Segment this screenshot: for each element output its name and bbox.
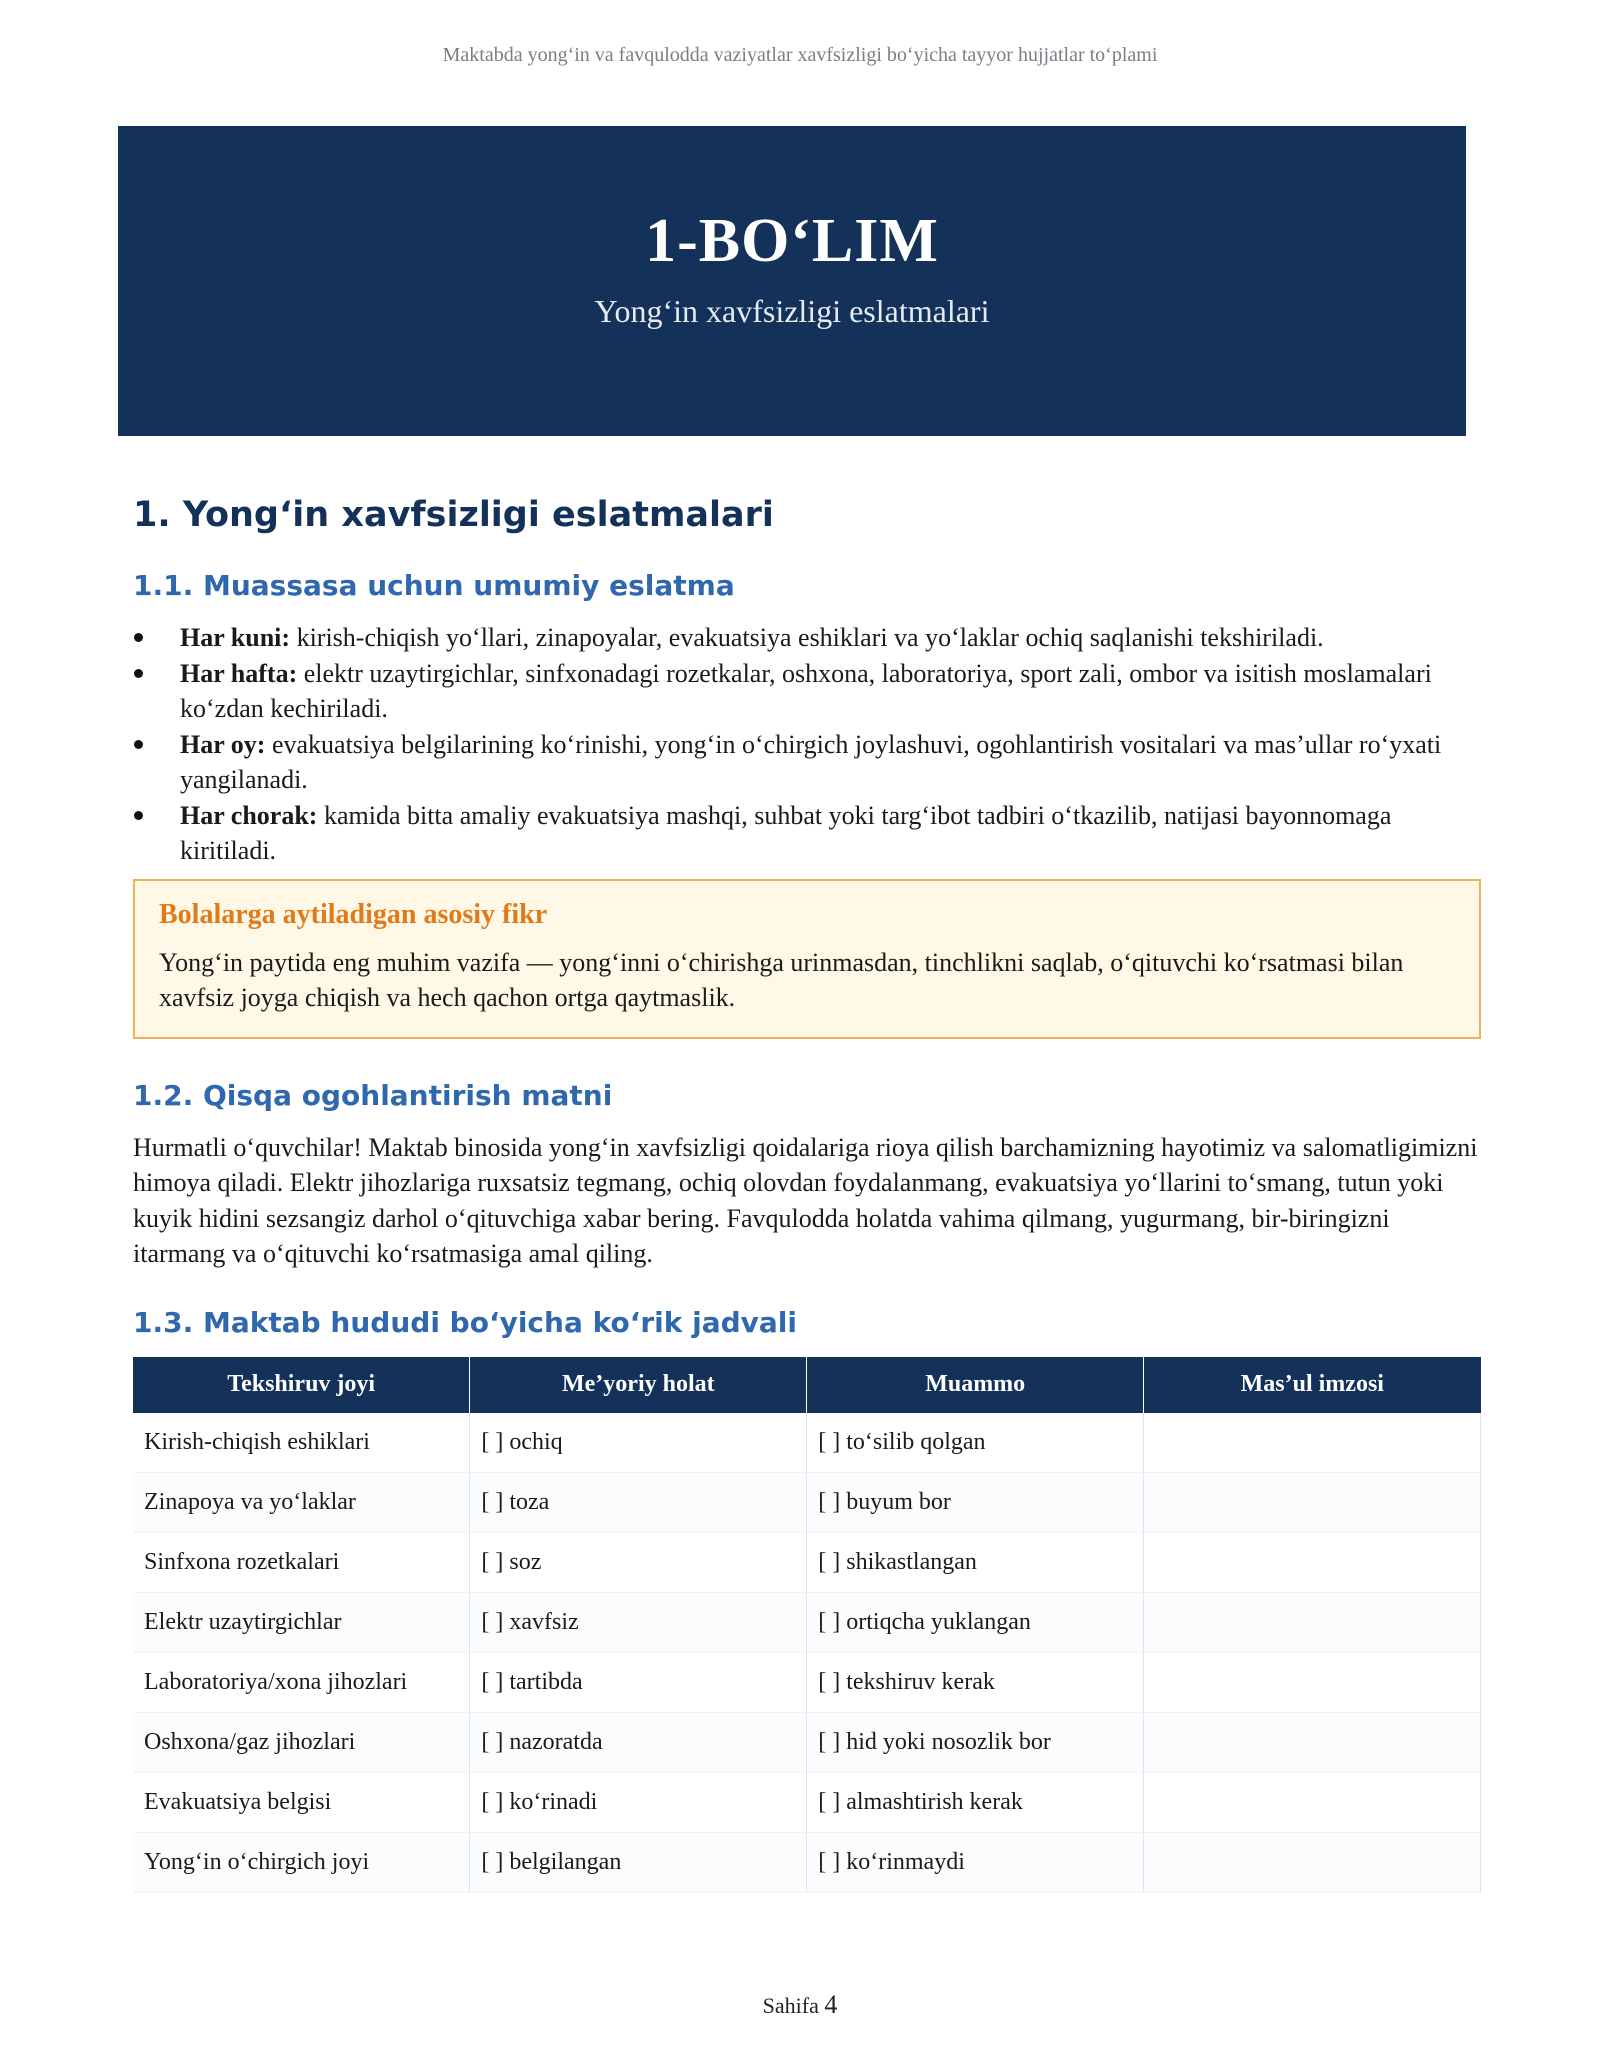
table-row (133, 1472, 1481, 1532)
table-header-row (133, 1357, 1481, 1413)
table-cell: [ ] tekshiruv kerak (807, 1652, 1144, 1712)
page-number: 4 (824, 1990, 838, 2019)
table-cell: [ ] to‘silib qolgan (807, 1413, 1144, 1473)
table-cell: Kirish-chiqish eshiklari (133, 1413, 470, 1473)
signature-cell (1144, 1532, 1481, 1592)
list-item-label: Har chorak: (180, 800, 318, 830)
key-message-callout (133, 879, 1481, 1039)
column-header: Mas’ul imzosi (1144, 1357, 1481, 1413)
bullet-icon (134, 811, 143, 820)
table-row (133, 1712, 1481, 1772)
signature-cell (1144, 1652, 1481, 1712)
column-header: Me’yoriy holat (470, 1357, 807, 1413)
section-heading: 1. Yong‘in xavfsizligi eslatmalari (133, 495, 774, 535)
column-header: Tekshiruv joyi (133, 1357, 470, 1413)
table-cell: Laboratoriya/xona jihozlari (133, 1652, 470, 1712)
table-cell: [ ] ortiqcha yuklangan (807, 1592, 1144, 1652)
bullet-icon (134, 669, 143, 678)
list-item-text: kirish-chiqish yo‘llari, zinapoyalar, evakuatsiya eshiklari va yo‘laklar ochiq saqlanishi tekshiriladi. (290, 623, 1324, 652)
table-row (133, 1772, 1481, 1832)
list-item (133, 620, 1481, 656)
warning-paragraph: Hurmatli o‘quvchilar! Maktab binosida yong‘in xavfsizligi qoidalariga rioya qilish barchamizning hayotimiz va salomatligimizni himoya qiladi. Elektr jihozlariga ruxsatsiz tegmang, ochiq olovdan foydalanmang, evakuatsiya yo‘llarini to‘smang, tutun yoki kuyik hidini sezsangiz darhol o‘qituvchiga xabar bering. Favqulodda holatda vahima qilmang, yugurmang, bir-biringizni itarmang va o‘qituvchi ko‘rsatmasiga amal qiling. (133, 1132, 1478, 1268)
table-cell: [ ] buyum bor (807, 1472, 1144, 1532)
table-cell: [ ] ochiq (470, 1413, 807, 1473)
table-cell: Yong‘in o‘chirgich joyi (133, 1832, 470, 1892)
table-cell: Oshxona/gaz jihozlari (133, 1712, 470, 1772)
banner-title: 1-BO‘LIM (645, 207, 939, 275)
footer-label: Sahifa (762, 1993, 819, 2018)
page-content (133, 495, 1481, 1893)
column-header: Muammo (807, 1357, 1144, 1413)
running-header: Maktabda yong‘in va favqulodda vaziyatlar xavfsizligi bo‘yicha tayyor hujjatlar to‘plami (442, 44, 1158, 66)
inspection-table (133, 1357, 1481, 1893)
callout-title: Bolalarga aytiladigan asosiy fikr (159, 898, 548, 930)
table-cell: [ ] soz (470, 1532, 807, 1592)
banner-subtitle: Yong‘in xavfsizligi eslatmalari (594, 293, 990, 329)
table-row (133, 1832, 1481, 1892)
list-item-label: Har hafta: (180, 658, 298, 688)
signature-cell (1144, 1592, 1481, 1652)
signature-cell (1144, 1712, 1481, 1772)
list-item-text: elektr uzaytirgichlar, sinfxonadagi rozetkalar, oshxona, laboratoriya, sport zali, ombor va isitish moslamalari ko‘zdan kechiriladi. (180, 658, 1432, 723)
list-item-label: Har kuni: (180, 623, 291, 652)
table-cell: [ ] hid yoki nosozlik bor (807, 1712, 1144, 1772)
table-row (133, 1532, 1481, 1592)
callout-text: Yong‘in paytida eng muhim vazifa — yong‘inni o‘chirishga urinmasdan, tinchlikni saqlab, o‘qituvchi ko‘rsatmasi bilan xavfsiz joyga chiqish va hech qachon ortga qaytmaslik. (159, 947, 1404, 1012)
list-item (133, 798, 1481, 869)
table-cell: [ ] shikastlangan (807, 1532, 1144, 1592)
signature-cell (1144, 1832, 1481, 1892)
table-cell: [ ] ko‘rinmaydi (807, 1832, 1144, 1892)
table-cell: Evakuatsiya belgisi (133, 1772, 470, 1832)
subsection-heading-1-2: 1.2. Qisqa ogohlantirish matni (133, 1078, 613, 1112)
table-cell: [ ] toza (470, 1472, 807, 1532)
table-cell: [ ] xavfsiz (470, 1592, 807, 1652)
bullet-icon (134, 633, 143, 642)
subsection-heading-1-1: 1.1. Muassasa uchun umumiy eslatma (133, 569, 735, 602)
list-item-text: kamida bitta amaliy evakuatsiya mashqi, suhbat yoki targ‘ibot tadbiri o‘tkazilib, natijasi bayonnomaga kiritiladi. (180, 800, 1392, 865)
section-banner (118, 126, 1466, 436)
table-cell: [ ] almashtirish kerak (807, 1772, 1144, 1832)
list-item (133, 656, 1481, 727)
subsection-heading-1-3: 1.3. Maktab hududi bo‘yicha ko‘rik jadvali (133, 1305, 798, 1339)
signature-cell (1144, 1413, 1481, 1473)
table-row (133, 1413, 1481, 1473)
table-cell: Zinapoya va yo‘laklar (133, 1472, 470, 1532)
table-cell: Elektr uzaytirgichlar (133, 1592, 470, 1652)
signature-cell (1144, 1472, 1481, 1532)
table-row (133, 1652, 1481, 1712)
table-cell: Sinfxona rozetkalari (133, 1532, 470, 1592)
schedule-list (133, 620, 1481, 869)
page-footer (0, 1990, 1600, 2020)
bullet-icon (134, 740, 143, 749)
list-item-label: Har oy: (180, 729, 266, 759)
list-item (133, 727, 1481, 798)
list-item-text: evakuatsiya belgilarining ko‘rinishi, yong‘in o‘chirgich joylashuvi, ogohlantirish vositalari va mas’ullar ro‘yxati yangilanadi. (180, 729, 1442, 794)
table-cell: [ ] ko‘rinadi (470, 1772, 807, 1832)
table-row (133, 1592, 1481, 1652)
table-cell: [ ] belgilangan (470, 1832, 807, 1892)
table-cell: [ ] nazoratda (470, 1712, 807, 1772)
table-cell: [ ] tartibda (470, 1652, 807, 1712)
signature-cell (1144, 1772, 1481, 1832)
